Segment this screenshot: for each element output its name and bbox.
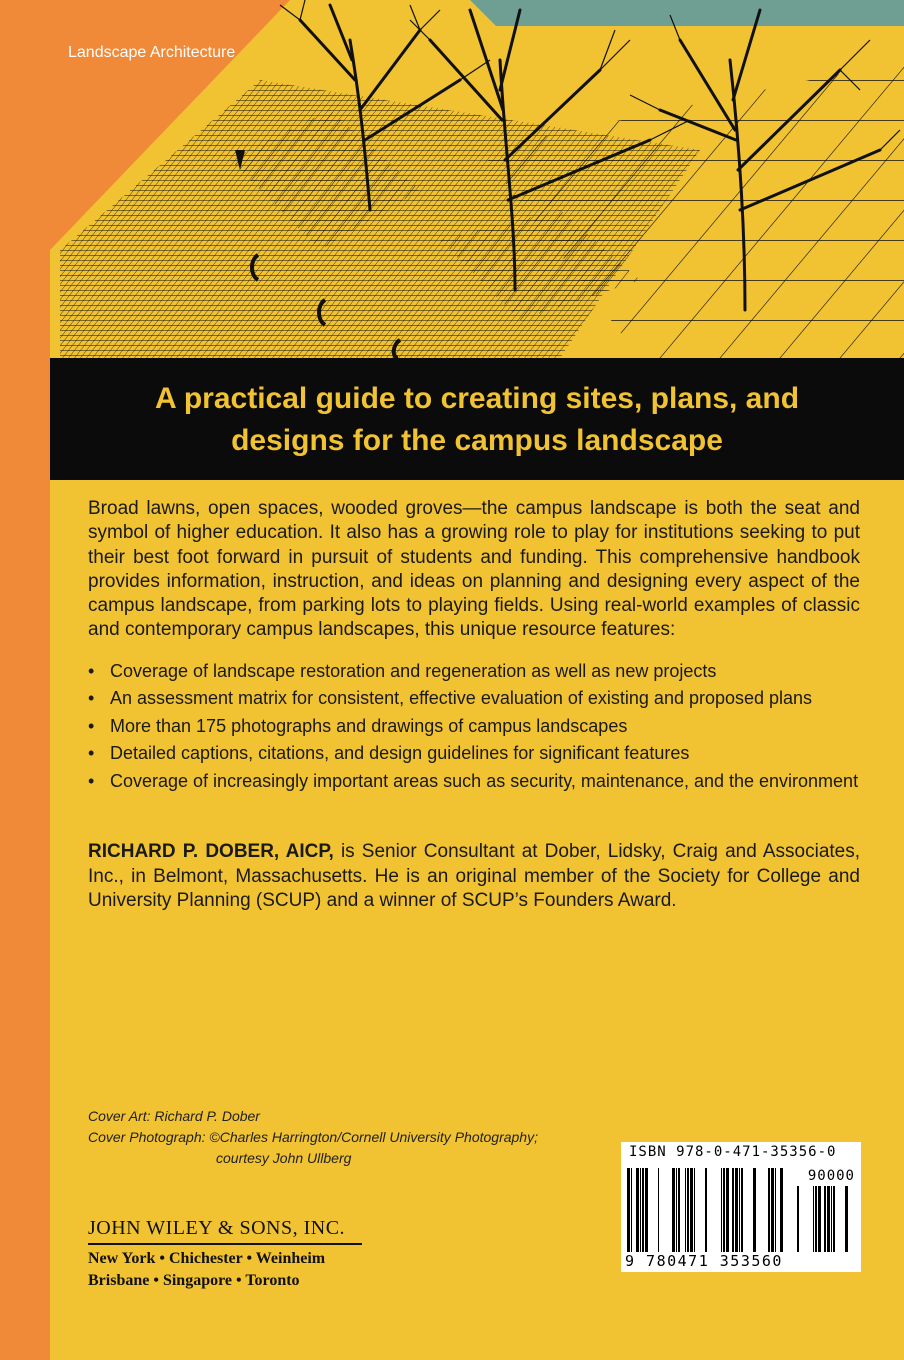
isbn-barcode: [621, 1142, 861, 1272]
author-description: is Senior Consultant at Dober, Lidsky, Craig and Associates, Inc., in Belmont, Massachusetts. He is an original member of the Society for College and University Planning (SCUP) and a winner of SCUP’s Founders Award.: [88, 841, 861, 911]
barcode-bars-icon: [627, 1168, 787, 1254]
publisher-cities-line-1: New York • Chichester • Weinheim: [88, 1250, 326, 1267]
publisher-name: JOHN WILEY & SONS, INC.: [88, 1217, 362, 1245]
cover-photo-credit-continued: courtesy John Ullberg: [216, 1150, 352, 1166]
list-item: • Coverage of landscape restoration and regeneration as well as new projects: [88, 658, 868, 685]
barcode-addon-bars-icon: [791, 1186, 855, 1254]
cover-credits: [88, 1106, 538, 1169]
author-bio: [88, 840, 860, 914]
cover-art-credit: Cover Art: Richard P. Dober: [88, 1108, 260, 1124]
list-item: • More than 175 photographs and drawings of campus landscapes: [88, 713, 868, 740]
cover-photo-credit: Cover Photograph: ©Charles Harrington/Cornell University Photography;: [88, 1129, 538, 1145]
headline-line-1: A practical guide to creating sites, plans, and: [154, 382, 800, 415]
price-code: 90000: [807, 1168, 855, 1184]
headline: [50, 378, 904, 462]
author-name: RICHARD P. DOBER, AICP,: [88, 841, 334, 862]
isbn-number: ISBN 978-0-471-35356-0: [629, 1144, 837, 1160]
series-label: Landscape Architecture: [68, 44, 236, 61]
intro-paragraph: Broad lawns, open spaces, wooded groves—the campus landscape is both the seat and symbol of higher education. It also has a growing role to play for institutions seeking to put their best foot forward in pursuit of students and funding. This comprehensive handbook provides information, instruction, and ideas on planning and designing every aspect of the campus landscape, from parking lots to playing fields. Using real-world examples of classic and contemporary campus landscapes, this unique resource features:: [88, 498, 860, 641]
publisher-block: [88, 1217, 362, 1292]
list-item: • Coverage of increasingly important areas such as security, maintenance, and the environment: [88, 768, 868, 795]
ean-digits: 9 780471 353560: [625, 1252, 783, 1270]
publisher-cities-line-2: Brisbane • Singapore • Toronto: [88, 1272, 300, 1289]
headline-line-2: designs for the campus landscape: [231, 424, 723, 457]
list-item: • Detailed captions, citations, and design guidelines for significant features: [88, 740, 868, 767]
feature-list: [88, 658, 868, 795]
list-item: • An assessment matrix for consistent, effective evaluation of existing and proposed plans: [88, 685, 868, 712]
